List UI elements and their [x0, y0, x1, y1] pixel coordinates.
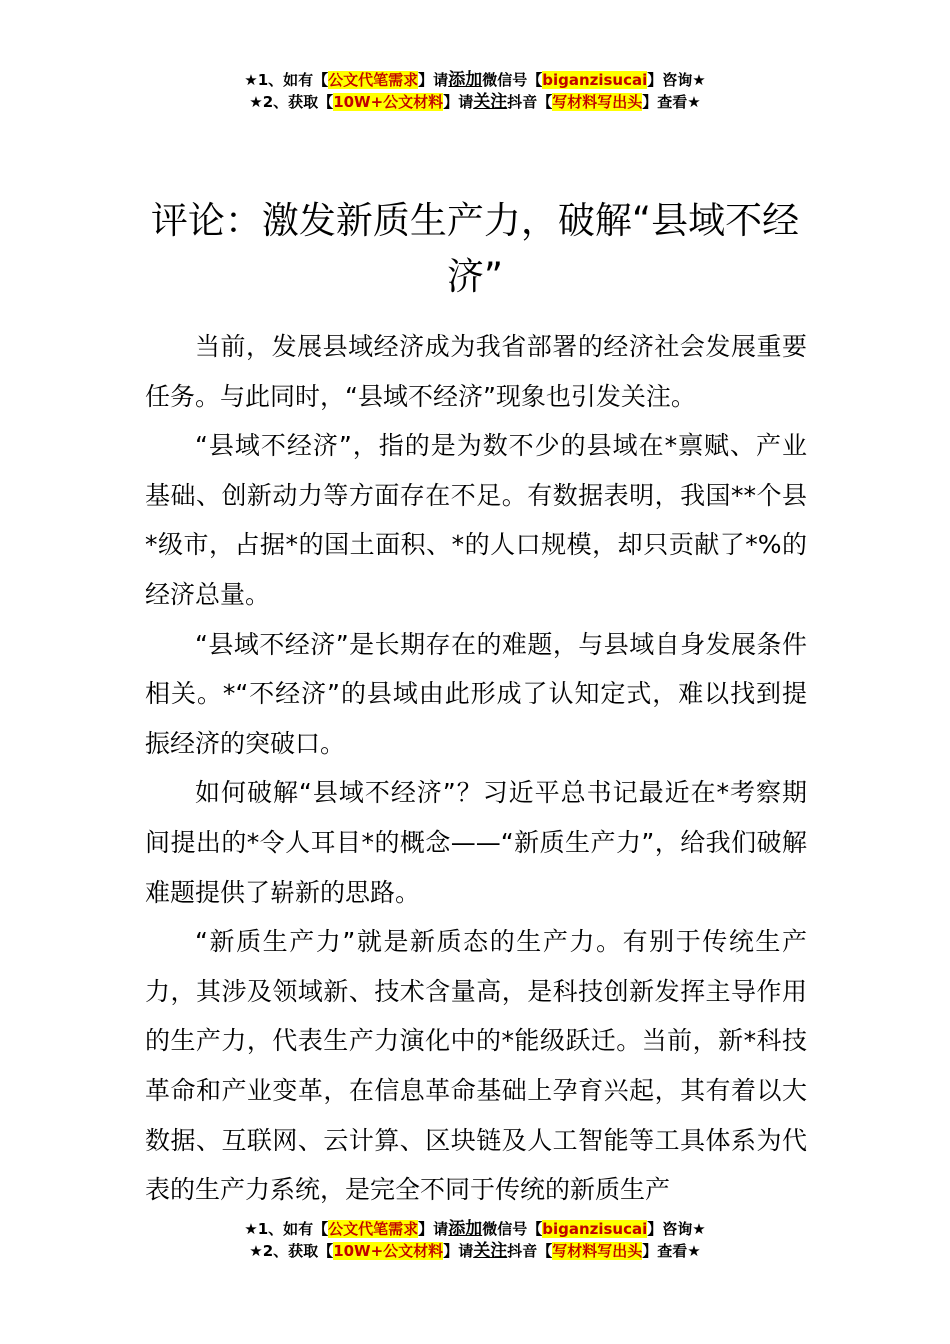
promo-highlight: 10W+公文材料	[333, 93, 444, 111]
promo-text: 】咨询★	[647, 1220, 706, 1238]
promo-text: 】查看★	[642, 1242, 701, 1260]
promo-highlight: 公文代笔需求	[328, 1220, 419, 1238]
promo-text: 抖音【	[507, 1242, 553, 1260]
promo-text: ★1、如有【	[244, 71, 329, 89]
paragraph: 如何破解“县域不经济”？习近平总书记最近在*考察期间提出的*令人耳目*的概念——“新质生产力”，给我们破解难题提供了崭新的思路。	[145, 778, 807, 907]
promo-text: 微信号【	[482, 71, 543, 89]
paragraph: “县域不经济”是长期存在的难题，与县域自身发展条件相关。*“不经济”的县域由此形成了认知定式，难以找到提振经济的突破口。	[145, 629, 807, 758]
paragraph: “新质生产力”就是新质态的生产力。有别于传统生产力，其涉及领域新、技术含量高，是科技创新发挥主导作用的生产力，代表生产力演化中的*能级跃迁。当前，新*科技革命和产业变革，在信息革命基础上孕育兴起，其有着以大数据、互联网、云计算、区块链及人工智能等工具体系为代表的生产力系统，是完全不同于传统的新质生产	[145, 927, 807, 1205]
promo-highlight: 写材料写出头	[552, 1242, 643, 1260]
document-body	[145, 322, 807, 1215]
promo-text: ★2、获取【	[249, 1242, 334, 1260]
promo-text: ★2、获取【	[249, 93, 334, 111]
paragraph: “县域不经济”，指的是为数不少的县域在*禀赋、产业基础、创新动力等方面存在不足。有数据表明，我国**个县*级市，占据*的国土面积、*的人口规模，却只贡献了*%的经济总量。	[145, 431, 807, 609]
promo-emphasis: 关注	[473, 1241, 508, 1261]
promo-text: 抖音【	[507, 93, 553, 111]
promo-highlight: 写材料写出头	[552, 93, 643, 111]
promo-emphasis: 添加	[448, 70, 483, 90]
promo-text: 微信号【	[482, 1220, 543, 1238]
promo-highlight: biganzisucai	[542, 71, 648, 89]
promo-highlight: 公文代笔需求	[328, 71, 419, 89]
promo-text: 】请	[418, 1220, 449, 1238]
promo-banner-top	[0, 69, 950, 113]
document-title: 评论：激发新质生产力，破解“县域不经济”	[150, 198, 800, 298]
promo-text: 】查看★	[642, 93, 701, 111]
promo-highlight: 10W+公文材料	[333, 1242, 444, 1260]
promo-line-2	[0, 1240, 950, 1262]
promo-text: 】咨询★	[647, 71, 706, 89]
promo-emphasis: 关注	[473, 92, 508, 112]
promo-banner-bottom	[0, 1218, 950, 1262]
promo-highlight: biganzisucai	[542, 1220, 648, 1238]
promo-line-1	[0, 1218, 950, 1240]
promo-line-2	[0, 91, 950, 113]
promo-emphasis: 添加	[448, 1219, 483, 1239]
paragraph: 当前，发展县域经济成为我省部署的经济社会发展重要任务。与此同时，“县域不经济”现象也引发关注。	[145, 332, 807, 411]
promo-line-1	[0, 69, 950, 91]
promo-text: ★1、如有【	[244, 1220, 329, 1238]
promo-text: 】请	[443, 93, 474, 111]
promo-text: 】请	[443, 1242, 474, 1260]
promo-text: 】请	[418, 71, 449, 89]
